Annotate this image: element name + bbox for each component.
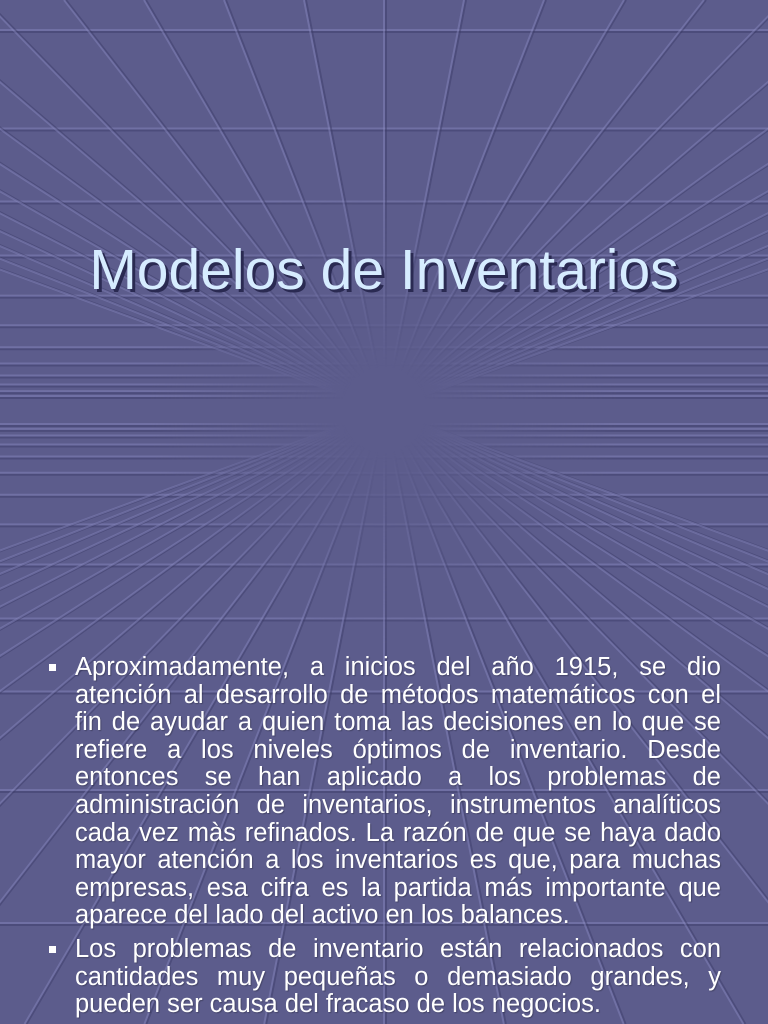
bullet-line: cada vez màs refinados. La razón de que se haya dado	[75, 818, 721, 847]
bullet-line: Aproximadamente, a inicios del año 1915, se dio	[75, 653, 721, 681]
slide-body	[75, 654, 721, 1019]
bullet-line: refiere a los niveles óptimos de inventario. Desde	[75, 735, 721, 764]
bullet-item	[75, 936, 721, 1019]
slide-title: Modelos de Inventarios	[89, 238, 679, 302]
bullet-line: cantidades muy pequeñas o demasiado grandes, y	[75, 962, 721, 991]
bullet-line: entonces se han aplicado a los problemas de	[75, 763, 721, 792]
bullet-line: empresas, esa cifra es la partida más importante que	[75, 873, 721, 902]
bullet-marker	[49, 664, 56, 671]
bullet-line: pueden ser causa del fracaso de los negocios.	[75, 990, 601, 1019]
bullet-line: fin de ayudar a quien toma las decisiones en lo que se	[75, 708, 721, 737]
bullet-line: Los problemas de inventario están relacionados con	[75, 934, 721, 963]
bullet-item	[75, 654, 721, 930]
bullet-line: aparece del lado del activo en los balances.	[75, 901, 570, 930]
bullet-line: administración de inventarios, instrumentos analíticos	[75, 790, 721, 819]
bullet-line: mayor atención a los inventarios es que, para muchas	[75, 846, 721, 875]
bullet-line: atención al desarrollo de métodos matemáticos con el	[75, 680, 721, 709]
bullet-marker	[49, 946, 56, 953]
